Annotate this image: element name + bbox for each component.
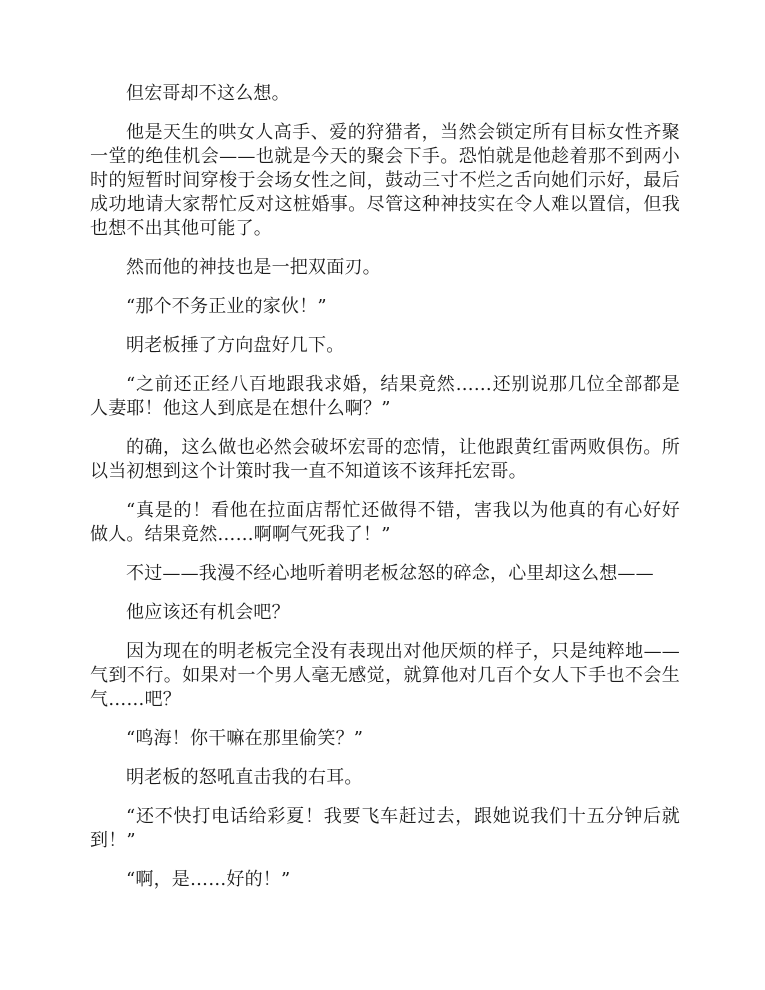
paragraph: 他是天生的哄女人高手、爱的狩猎者，当然会锁定所有目标女性齐聚一堂的绝佳机会——也就是今天的聚会下手。恐怕就是他趁着那不到两小时的短暂时间穿梭于会场女性之间，鼓动三寸不烂之舌向她们示好，最后成功地请大家帮忙反对这桩婚事。尽管这种神技实在令人难以置信，但我也想不出其他可能了。	[90, 122, 680, 239]
paragraph: 明老板的怒吼直击我的右耳。	[126, 767, 363, 788]
paragraph: 然而他的神技也是一把双面刃。	[126, 257, 381, 278]
paragraph: 的确，这么做也必然会破坏宏哥的恋情，让他跟黄红雷两败俱伤。所以当初想到这个计策时我一直不知道该不该拜托宏哥。	[90, 437, 680, 482]
dialogue-paragraph: “还不快打电话给彩夏！我要飞车赶过去，跟她说我们十五分钟后就到！”	[90, 806, 680, 851]
paragraph: 他应该还有机会吧？	[126, 602, 290, 623]
dialogue-paragraph: “鸣海！你干嘛在那里偷笑？”	[126, 728, 364, 749]
dialogue-paragraph: “真是的！看他在拉面店帮忙还做得不错，害我以为他真的有心好好做人。结果竟然……啊啊气死我了！”	[90, 500, 680, 545]
paragraph: 因为现在的明老板完全没有表现出对他厌烦的样子，只是纯粹地——气到不行。如果对一个男人毫无感觉，就算他对几百个女人下手也不会生气……吧？	[90, 641, 680, 710]
dialogue-paragraph: “那个不务正业的家伙！”	[126, 296, 327, 317]
dialogue-paragraph: “啊，是……好的！”	[126, 869, 291, 890]
paragraph: 但宏哥却不这么想。	[126, 83, 290, 104]
dialogue-paragraph: “之前还正经八百地跟我求婚，结果竟然……还别说那几位全部都是人妻耶！他这人到底是在想什么啊？”	[90, 374, 680, 419]
document-page	[90, 82, 680, 907]
paragraph: 明老板捶了方向盘好几下。	[126, 335, 345, 356]
paragraph: 不过——我漫不经心地听着明老板忿怒的碎念，心里却这么想——	[126, 563, 654, 584]
